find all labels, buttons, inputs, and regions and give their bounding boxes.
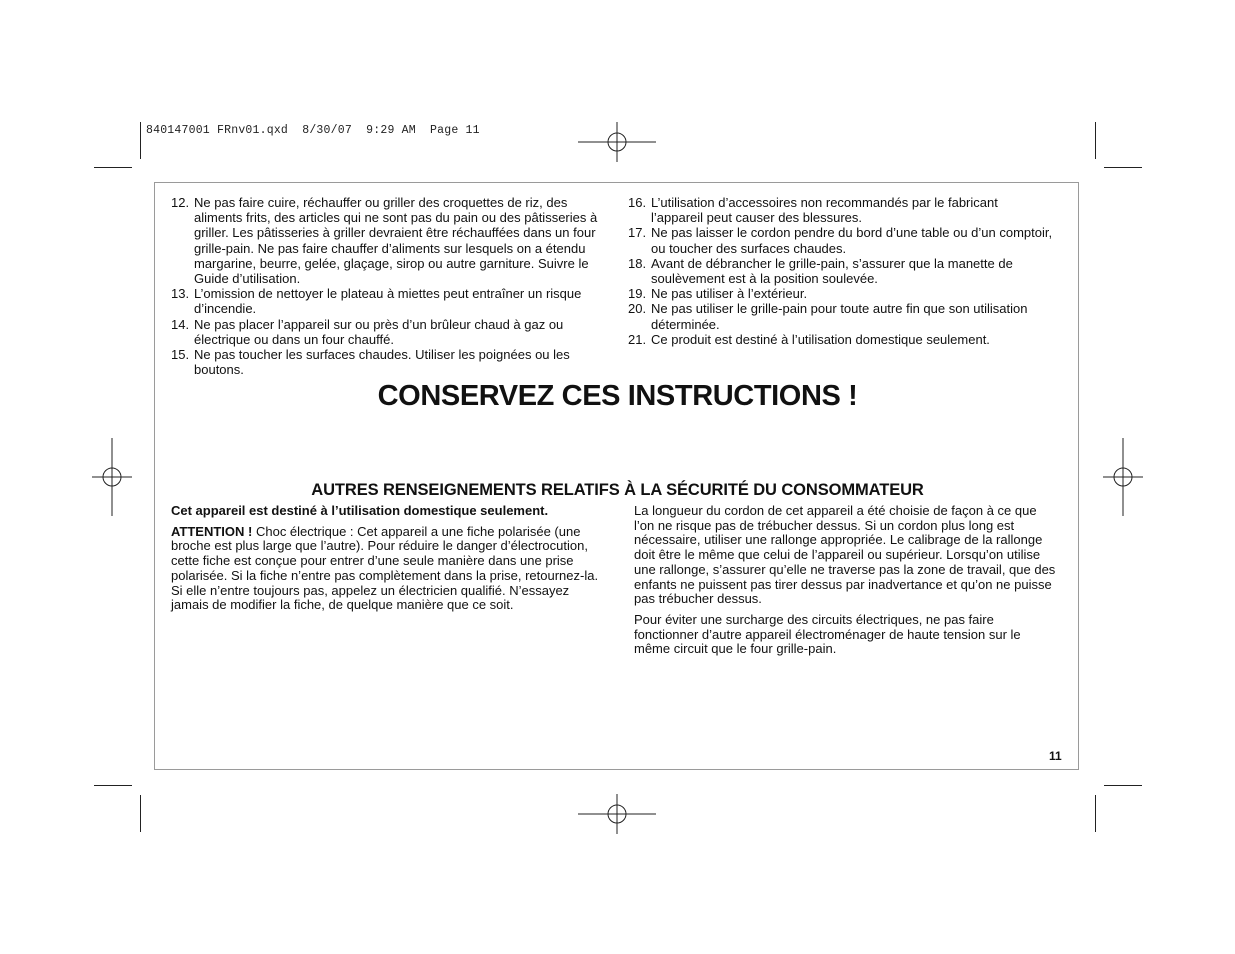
list-item-number: 20. [628, 301, 647, 317]
list-item-text: L’omission de nettoyer le plateau à miettes peut entraîner un risque d’incendie. [194, 286, 582, 317]
crop-mark-bottom-right-horizontal [1104, 785, 1142, 786]
attention-label: ATTENTION ! [171, 523, 253, 539]
left-column [171, 504, 606, 619]
list-item-number: 19. [628, 286, 647, 302]
list-item-number: 17. [628, 225, 647, 241]
list-item [171, 286, 603, 316]
list-item-number: 12. [171, 195, 190, 210]
right-column [634, 504, 1059, 663]
list-item-number: 21. [628, 331, 647, 347]
crop-mark-bottom-left-horizontal [94, 785, 132, 786]
list-item-text: Ne pas toucher les surfaces chaudes. Utiliser les poignées ou les boutons. [194, 347, 570, 378]
list-item [171, 195, 603, 286]
safety-list-right [628, 195, 1053, 347]
list-item-text: Ne pas faire cuire, réchauffer ou griller des croquettes de riz, des aliments frits, des articles qui ne sont pas du pain ou des pâtisseries à griller. Les pâtisseries à griller devraient être réchauffées dans un four grille-pain. Ne pas faire chauffer d’aliments sur lesquels on a étendu margarine, beurre, gelée, glaçage, sirop ou autre garniture. Suivre le Guide d’utilisation. [194, 195, 598, 287]
list-item [628, 301, 1053, 331]
list-item-text: L’utilisation d’accessoires non recommandés par le fabricant l’appareil peut causer des blessures. [651, 195, 998, 226]
list-item [628, 225, 1053, 255]
registration-mark-left-icon [92, 438, 132, 516]
registration-mark-bottom-icon [578, 794, 656, 834]
main-title: CONSERVEZ CES INSTRUCTIONS ! [377, 380, 858, 412]
crop-mark-top-right-vertical [1095, 122, 1096, 159]
list-item [628, 256, 1053, 286]
section-title: AUTRES RENSEIGNEMENTS RELATIFS À LA SÉCURITÉ DU CONSOMMATEUR [311, 481, 924, 499]
household-notice: Cet appareil est destiné à l’utilisation domestique seulement. [171, 503, 549, 518]
crop-mark-bottom-left-vertical [140, 795, 141, 832]
print-slug: 840147001 FRnv01.qxd 8/30/07 9:29 AM Page 11 [146, 124, 480, 137]
list-item-number: 14. [171, 316, 190, 332]
registration-mark-right-icon [1103, 438, 1143, 516]
page-number: 11 [1049, 749, 1062, 763]
list-item [628, 286, 1053, 301]
list-item-text: Ne pas utiliser le grille-pain pour toute autre fin que son utilisation déterminée. [651, 301, 1028, 332]
list-item-text: Ne pas utiliser à l’extérieur. [651, 286, 808, 302]
list-item-text: Ne pas placer l’appareil sur ou près d’un brûleur chaud à gaz ou électrique ou dans un four chauffé. [194, 316, 564, 347]
list-item-number: 13. [171, 286, 190, 302]
crop-mark-bottom-right-vertical [1095, 795, 1096, 832]
list-item [171, 317, 603, 347]
cord-paragraph: La longueur du cordon de cet appareil a été choisie de façon à ce que l’on ne risque pas de trébucher dessus. Si un cordon plus long est nécessaire, utiliser une rallonge appropriée. Le calibrage de la rallonge doit être le même que celui de l’appareil ou supérieur. Lorsqu’on utilise une rallonge, s’assurer qu’elle ne traverse pas la zone de travail, que des enfants ne puissent pas tirer dessus par inadvertance et qu’on ne puisse pas trébucher dessus. [634, 503, 1056, 607]
list-item-text: Ce produit est destiné à l’utilisation domestique seulement. [651, 331, 990, 347]
list-item [628, 332, 1053, 347]
registration-mark-top-icon [578, 122, 656, 162]
list-item-text: Avant de débrancher le grille-pain, s’assurer que la manette de soulèvement est à la position soulevée. [651, 255, 1013, 287]
list-item-number: 15. [171, 347, 190, 363]
list-item-number: 18. [628, 255, 647, 271]
safety-list-left [171, 195, 603, 377]
list-item [171, 347, 603, 377]
crop-mark-top-left-vertical [140, 122, 141, 159]
list-item [628, 195, 1053, 225]
attention-text: Choc électrique : Cet appareil a une fiche polarisée (une broche est plus large que l’autre). Pour réduire le danger d’électrocution, cette fiche est conçue pour entrer d’une seule manière dans une prise polarisée. Si la fiche n’entre pas complètement dans la prise, retournez-la. Si elle n’entre toujours pas, appelez un électricien qualifié. N’essayez jamais de modifier la fiche, de quelque manière que ce soit. [171, 523, 599, 613]
list-item-text: Ne pas laisser le cordon pendre du bord d’une table ou d’un comptoir, ou toucher des surfaces chaudes. [651, 225, 1053, 256]
crop-mark-top-right-horizontal [1104, 167, 1142, 168]
crop-mark-top-left-horizontal [94, 167, 132, 168]
attention-paragraph [171, 525, 606, 613]
list-item-number: 16. [628, 195, 647, 210]
circuit-paragraph: Pour éviter une surcharge des circuits électriques, ne pas faire fonctionner d’autre appareil électroménager de haute tension sur le même circuit que le four grille-pain. [634, 611, 1021, 657]
